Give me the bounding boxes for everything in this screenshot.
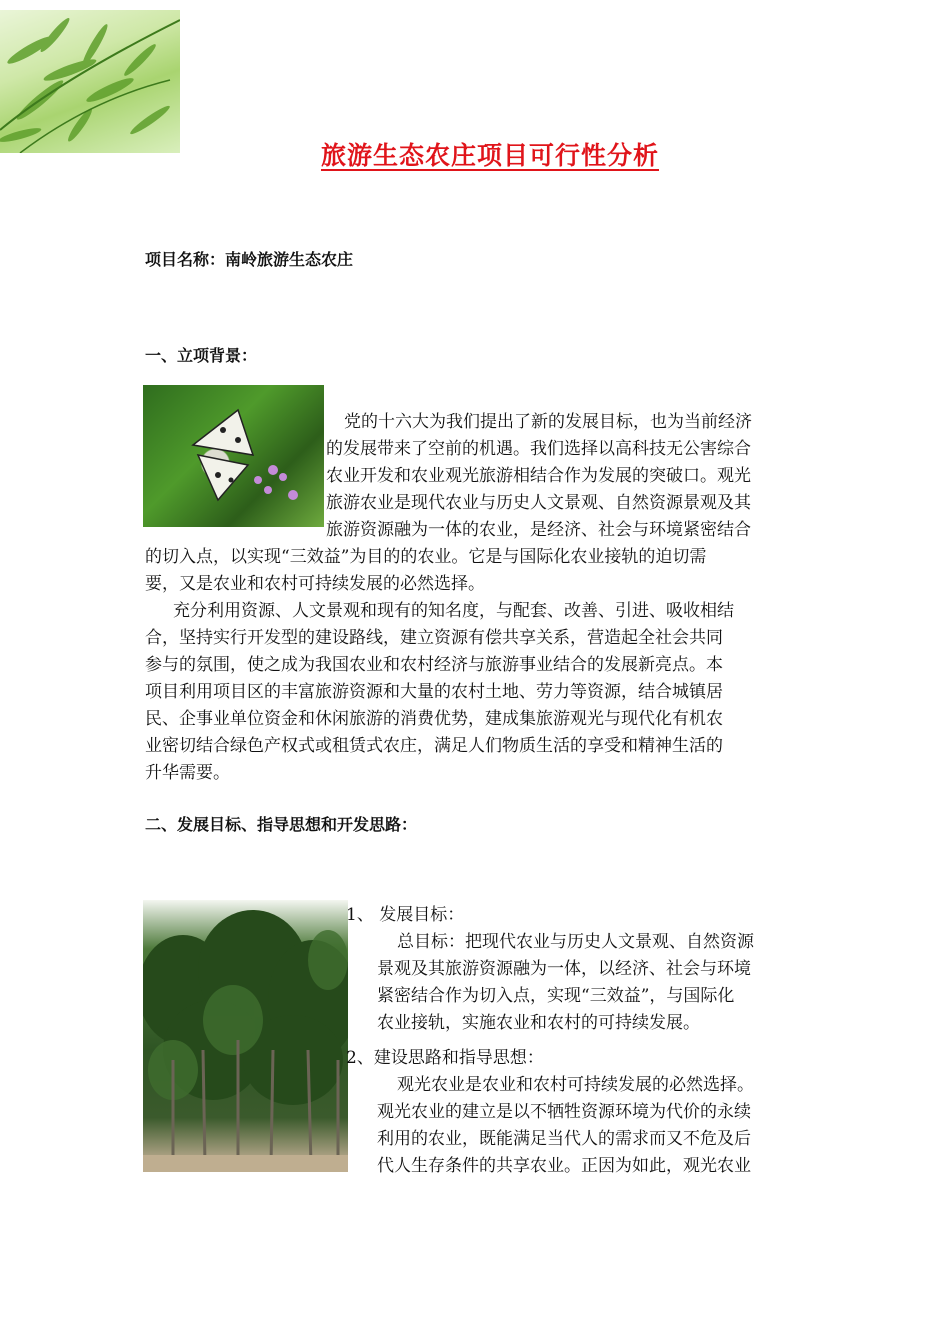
section-1-paragraph-1 — [326, 409, 806, 544]
text-line: 项目利用项目区的丰富旅游资源和大量的农村土地、劳力等资源，结合城镇居 — [145, 682, 723, 702]
text-line: 合，坚持实行开发型的建设路线，建立资源有偿共享关系，营造起全社会共同 — [145, 628, 723, 648]
leaf-decoration-image — [0, 10, 180, 153]
section-2-heading: 二、发展目标、指导思想和开发思路： — [145, 815, 418, 834]
text-line: 景观及其旅游资源融为一体，以经济、社会与环境 — [377, 959, 751, 979]
leaf-illustration — [0, 10, 180, 153]
forest-illustration — [143, 900, 348, 1172]
text-line: 业密切结合绿色产权式或租赁式农庄，满足人们物质生活的享受和精神生活的 — [145, 736, 723, 756]
document-title: 旅游生态农庄项目可行性分析 — [320, 141, 659, 170]
item-1-text — [377, 929, 807, 1037]
text-line: 观光农业的建立是以不牺牲资源环境为代价的永续 — [377, 1102, 751, 1122]
section-1-heading: 一、立项背景： — [145, 346, 258, 365]
text-line: 要，又是农业和农村可持续发展的必然选择。 — [145, 574, 485, 594]
text-line: 充分利用资源、人文景观和现有的知名度，与配套、改善、引进、吸收相结 — [173, 601, 734, 621]
text-line: 总目标：把现代农业与历史人文景观、自然资源 — [397, 932, 754, 952]
forest-photo — [143, 900, 348, 1172]
text-line: 观光农业是农业和农村可持续发展的必然选择。 — [397, 1075, 754, 1095]
text-line: 代人生存条件的共享农业。正因为如此，观光农业 — [377, 1156, 751, 1176]
text-line: 的切入点，以实现“三效益”为目的的农业。它是与国际化农业接轨的迫切需 — [145, 547, 707, 567]
item-2-label: 2、建设思路和指导思想： — [346, 1048, 544, 1068]
text-line: 农业开发和农业观光旅游相结合作为发展的突破口。观光 — [326, 466, 751, 486]
text-line: 的发展带来了空前的机遇。我们选择以高科技无公害综合 — [326, 439, 751, 459]
text-line: 参与的氛围，使之成为我国农业和农村经济与旅游事业结合的发展新亮点。本 — [145, 655, 723, 675]
butterfly-illustration — [143, 385, 324, 527]
text-line: 旅游农业是现代农业与历史人文景观、自然资源景观及其 — [326, 493, 751, 513]
project-name: 项目名称：南岭旅游生态农庄 — [145, 250, 354, 269]
text-line: 旅游资源融为一体的农业，是经济、社会与环境紧密结合 — [326, 520, 751, 540]
item-2-text — [377, 1072, 807, 1180]
text-line: 党的十六大为我们提出了新的发展目标，也为当前经济 — [344, 412, 752, 432]
text-line: 紧密结合作为切入点，实现“三效益”，与国际化 — [377, 986, 735, 1006]
text-line: 利用的农业，既能满足当代人的需求而又不危及后 — [377, 1129, 751, 1149]
item-1-label: 1、 发展目标： — [346, 905, 465, 925]
text-line: 农业接轨，实施农业和农村的可持续发展。 — [377, 1013, 700, 1033]
section-1-paragraph-2 — [145, 598, 810, 787]
butterfly-photo — [143, 385, 324, 527]
text-line: 升华需要。 — [145, 763, 230, 783]
section-1-paragraph-1-continued — [145, 544, 810, 598]
text-line: 民、企事业单位资金和休闲旅游的消费优势，建成集旅游观光与现代化有机农 — [145, 709, 723, 729]
